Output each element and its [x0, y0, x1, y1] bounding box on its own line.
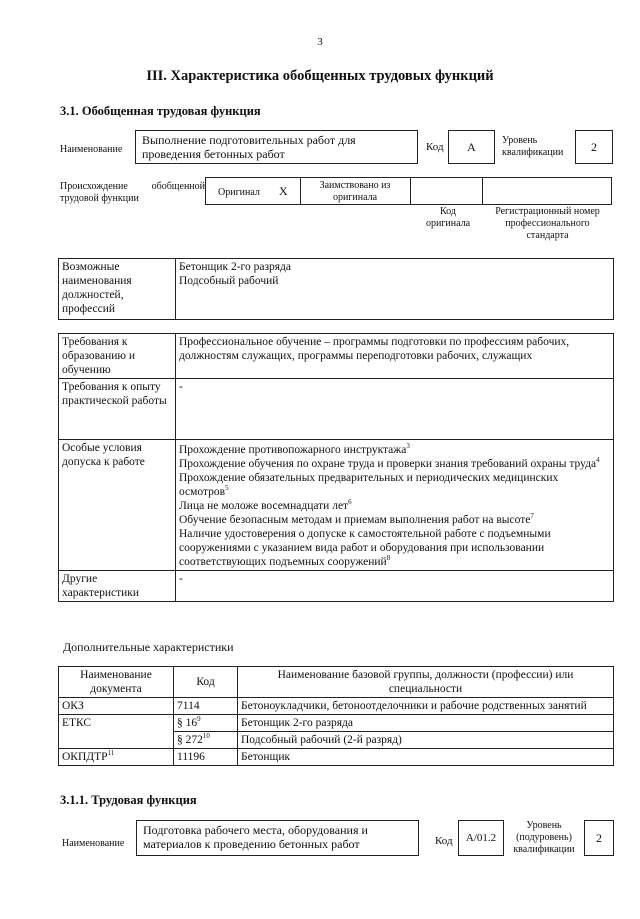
position-item: Подсобный рабочий: [179, 275, 279, 287]
header-code: Код: [174, 667, 238, 698]
okpdtr-code: 11196: [174, 749, 238, 766]
page-number: 3: [317, 36, 323, 48]
positions-label: Возможные наименования должностей, профессий: [59, 259, 176, 320]
otf-level-value: 2: [591, 140, 597, 154]
origin-label: Происхождение обобщенной трудовой функции: [60, 181, 205, 204]
special-items: [176, 440, 614, 571]
origin-original-label: Оригинал: [218, 187, 260, 198]
origin-original-mark: X: [279, 184, 288, 198]
header-name: Наименование базовой группы, должности (профессии) или специальности: [238, 667, 614, 698]
tf-name-box: [136, 820, 419, 856]
etks-code: § $272^{10}$: [174, 732, 238, 749]
special-item: Прохождение обязательных предварительных и периодических медицинских осмотров$^5$: [179, 472, 559, 498]
okpdtr-doc: ОКПДТР$^{11}$: [59, 749, 174, 766]
origin-divider-2: [410, 177, 411, 205]
okz-doc: ОКЗ: [59, 698, 174, 715]
origin-divider-3: [482, 177, 483, 205]
otf-name-label: Наименование: [60, 144, 123, 155]
otf-code-value: А: [467, 140, 476, 154]
origin-code-caption: Код оригинала: [425, 206, 471, 229]
otf-name-box: [135, 130, 418, 164]
otf-code-label: Код: [426, 141, 444, 153]
position-item: Бетонщик 2-го разряда: [179, 261, 291, 273]
experience-value: -: [176, 379, 614, 440]
tf-level-value: 2: [596, 831, 602, 845]
additional-title: Дополнительные характеристики: [63, 640, 234, 654]
special-item: Наличие удостоверения о допуске к самостоятельной работе с подъемными сооружениями с указанием вида работ и оборудования при использовании соответствующих подъемных сооружений$^8$: [179, 528, 551, 568]
tf-level-label: Уровень (подуровень) квалификации: [513, 820, 575, 855]
etks-name: Бетонщик 2-го разряда: [238, 715, 614, 732]
tf-code-value: А/01.2: [465, 832, 497, 844]
otf-level-label: Уровень квалификации: [502, 135, 564, 158]
additional-table: [58, 666, 614, 766]
requirements-table: [58, 333, 614, 602]
tf-level-box: [584, 820, 614, 856]
tf-code-box: [458, 820, 504, 856]
other-label: Другие характеристики: [59, 571, 176, 602]
origin-reg-caption: Регистрационный номер профессионального стандарта: [495, 206, 600, 241]
positions-table: [58, 258, 614, 320]
section-title: III. Характеристика обобщенных трудовых функций: [146, 68, 494, 84]
tf-code-label: Код: [435, 835, 453, 847]
special-item: Прохождение обучения по охране труда и проверки знания требований охраны труда$^4$: [179, 456, 600, 470]
other-value: -: [176, 571, 614, 602]
tf-name-label: Наименование: [62, 838, 125, 849]
etks-code: § $16^9$: [174, 715, 238, 732]
subsection-title: 3.1. Обобщенная трудовая функция: [60, 104, 261, 118]
special-item: Лица не моложе восемнадцати лет$^6$: [179, 498, 352, 512]
positions-values: [176, 259, 614, 320]
special-item: Обучение безопасным методам и приемам выполнения работ на высоте$^7$: [179, 512, 534, 526]
tf-title: 3.1.1. Трудовая функция: [60, 793, 197, 807]
header-doc: Наименование документа: [59, 667, 174, 698]
origin-divider-1: [300, 177, 301, 205]
etks-doc: ЕТКС: [59, 715, 174, 749]
origin-row: [205, 177, 612, 205]
otf-name-value: Выполнение подготовительных работ для проведения бетонных работ: [142, 133, 356, 161]
otf-code-box: [448, 130, 495, 164]
experience-label: Требования к опыту практической работы: [59, 379, 176, 440]
special-label: Особые условия допуска к работе: [59, 440, 176, 571]
okz-name: Бетоноукладчики, бетоноотделочники и рабочие родственных занятий: [238, 698, 614, 715]
special-item: Прохождение противопожарного инструктажа$^3$: [179, 442, 410, 456]
otf-level-box: [575, 130, 613, 164]
etks-name: Подсобный рабочий (2-й разряд): [238, 732, 614, 749]
origin-borrowed-label: Заимствовано из оригинала: [319, 180, 391, 203]
tf-name-value: Подготовка рабочего места, оборудования и материалов к проведению бетонных работ: [143, 823, 368, 851]
education-value: Профессиональное обучение – программы подготовки по профессиям рабочих, должностям служащих, программы переподготовки рабочих, служащих: [176, 334, 614, 379]
okz-code: 7114: [174, 698, 238, 715]
okpdtr-name: Бетонщик: [238, 749, 614, 766]
education-label: Требования к образованию и обучению: [59, 334, 176, 379]
